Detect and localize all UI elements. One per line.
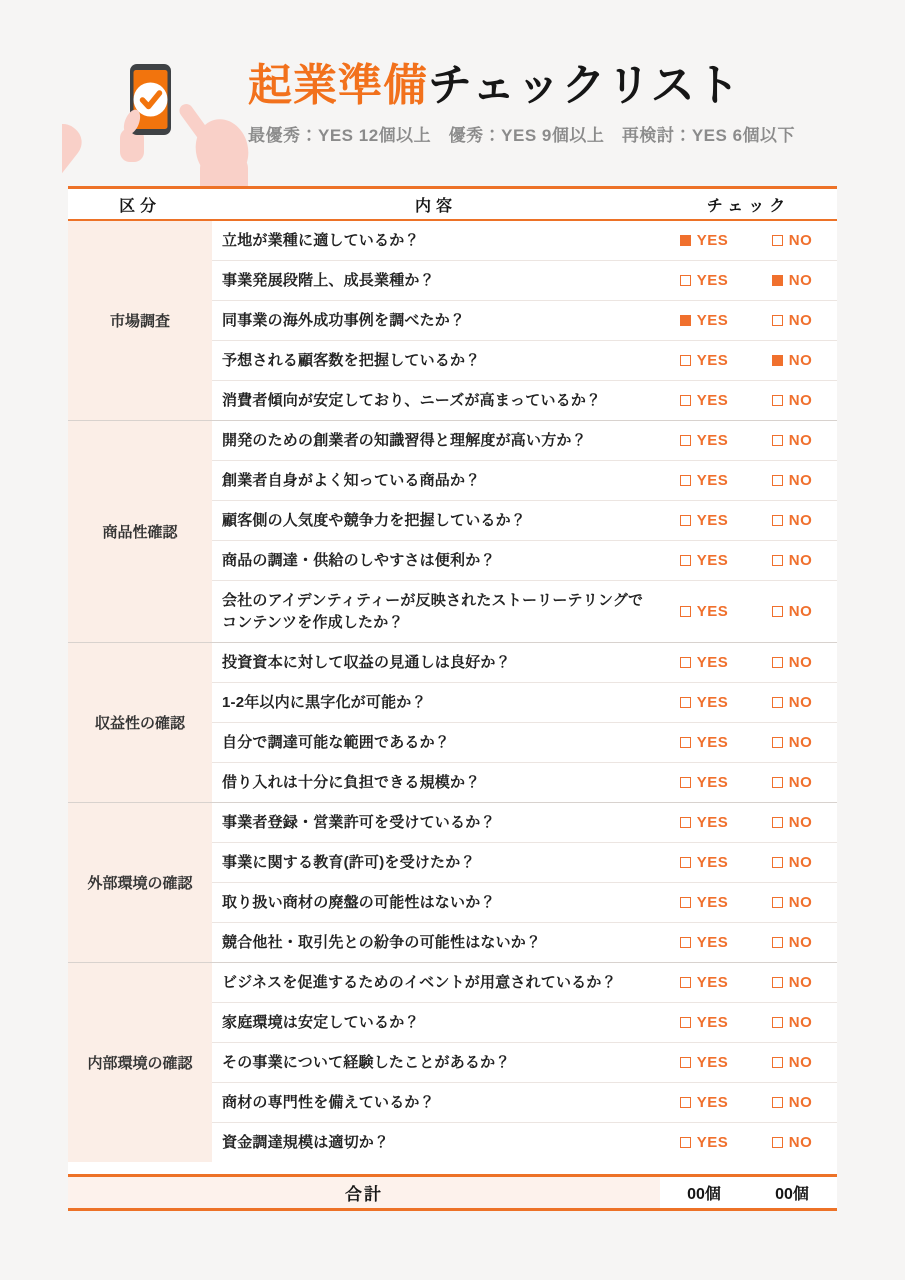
check-cell: [660, 312, 837, 329]
total-yes-count: 00個: [687, 1186, 721, 1203]
no-checkbox[interactable]: [772, 435, 783, 446]
table-row: [212, 260, 837, 300]
yes-label: YES: [696, 654, 729, 671]
check-cell: [660, 1094, 837, 1111]
table-row: [212, 540, 837, 580]
table-row: [212, 922, 837, 962]
no-label: NO: [788, 272, 813, 289]
yes-label: YES: [696, 734, 729, 751]
yes-option[interactable]: [660, 272, 748, 289]
no-checkbox[interactable]: [772, 235, 783, 246]
page-title-rest: チェックリスト: [428, 61, 741, 110]
category-group: [68, 962, 837, 1162]
no-option[interactable]: [748, 552, 836, 569]
yes-checkbox[interactable]: [680, 697, 691, 708]
table-row: [212, 380, 837, 420]
question-text: 事業に関する教育(許可)を受けたか？: [222, 853, 476, 871]
question-text: 取り扱い商材の廃盤の可能性はないか？: [222, 893, 496, 911]
question-text: 顧客側の人気度や競争力を把握しているか？: [222, 511, 527, 529]
no-checkbox[interactable]: [772, 1017, 783, 1028]
no-label: NO: [788, 654, 813, 671]
no-label: NO: [788, 894, 813, 911]
yes-option[interactable]: [660, 352, 748, 369]
no-checkbox[interactable]: [772, 737, 783, 748]
no-option[interactable]: [748, 1094, 836, 1111]
question-text: その事業について経験したことがあるか？: [222, 1053, 511, 1071]
yes-checkbox[interactable]: [680, 657, 691, 668]
check-cell: [660, 1134, 837, 1151]
yes-option[interactable]: [660, 734, 748, 751]
no-label: NO: [788, 814, 813, 831]
table-row: [212, 762, 837, 802]
no-checkbox[interactable]: [772, 697, 783, 708]
no-option[interactable]: [748, 272, 836, 289]
yes-checkbox[interactable]: [680, 937, 691, 948]
no-label: NO: [788, 854, 813, 871]
yes-label: YES: [696, 232, 729, 249]
no-option[interactable]: [748, 1014, 836, 1031]
no-checkbox[interactable]: [772, 475, 783, 486]
scoring-legend: 最優秀：YES 12個以上 優秀：YES 9個以上 再検討：YES 6個以下: [248, 125, 796, 145]
question-text: 予想される顧客数を把握しているか？: [222, 351, 481, 369]
yes-option[interactable]: [660, 694, 748, 711]
check-cell: [660, 734, 837, 751]
yes-label: YES: [696, 512, 729, 529]
table-row: [212, 421, 837, 460]
no-label: NO: [788, 694, 813, 711]
check-cell: [660, 232, 837, 249]
no-option[interactable]: [748, 312, 836, 329]
check-cell: [660, 694, 837, 711]
question-text: 事業発展段階上、成長業種か？: [222, 271, 435, 289]
yes-label: YES: [696, 1054, 729, 1071]
yes-label: YES: [696, 392, 729, 409]
question-text: 同事業の海外成功事例を調べたか？: [222, 311, 466, 329]
no-checkbox-checked[interactable]: [772, 275, 783, 286]
yes-label: YES: [696, 603, 729, 620]
no-option[interactable]: [748, 854, 836, 871]
group-rows: [212, 421, 837, 642]
category-label: 市場調査: [68, 221, 212, 420]
check-cell: [660, 814, 837, 831]
question-text: 投資資本に対して収益の見通しは良好か？: [222, 653, 511, 671]
total-row: [68, 1174, 837, 1211]
no-label: NO: [788, 934, 813, 951]
yes-option[interactable]: [660, 934, 748, 951]
no-label: NO: [788, 552, 813, 569]
no-option[interactable]: [748, 603, 836, 620]
yes-checkbox[interactable]: [680, 355, 691, 366]
header: [248, 60, 795, 146]
check-cell: [660, 774, 837, 791]
yes-checkbox[interactable]: [680, 275, 691, 286]
yes-option[interactable]: [660, 432, 748, 449]
table-row: [212, 842, 837, 882]
table-row: [212, 500, 837, 540]
check-cell: [660, 552, 837, 569]
no-checkbox[interactable]: [772, 777, 783, 788]
yes-option[interactable]: [660, 392, 748, 409]
yes-checkbox[interactable]: [680, 606, 691, 617]
no-label: NO: [788, 512, 813, 529]
table-row: [212, 580, 837, 642]
no-checkbox[interactable]: [772, 657, 783, 668]
question-text: 会社のアイデンティティーが反映されたストーリーテリングでコンテンツを作成したか？: [222, 591, 644, 631]
question-text: ビジネスを促進するためのイベントが用意されているか？: [222, 973, 617, 991]
category-label: 外部環境の確認: [68, 803, 212, 962]
group-rows: [212, 221, 837, 420]
table-row: [212, 882, 837, 922]
no-option[interactable]: [748, 352, 836, 369]
question-text: 創業者自身がよく知っている商品か？: [222, 471, 481, 489]
check-cell: [660, 352, 837, 369]
table-body: [68, 221, 837, 1162]
no-option[interactable]: [748, 472, 836, 489]
yes-checkbox[interactable]: [680, 1017, 691, 1028]
yes-label: YES: [696, 312, 729, 329]
yes-checkbox[interactable]: [680, 977, 691, 988]
check-cell: [660, 512, 837, 529]
group-rows: [212, 963, 837, 1162]
yes-label: YES: [696, 894, 729, 911]
yes-option[interactable]: [660, 854, 748, 871]
yes-option[interactable]: [660, 814, 748, 831]
table-row: [212, 340, 837, 380]
check-cell: [660, 272, 837, 289]
yes-label: YES: [696, 974, 729, 991]
page-title-highlight: 起業準備: [248, 61, 428, 110]
check-cell: [660, 432, 837, 449]
no-label: NO: [788, 1134, 813, 1151]
yes-label: YES: [696, 774, 729, 791]
yes-option[interactable]: [660, 552, 748, 569]
total-label: 合計: [345, 1185, 383, 1204]
yes-label: YES: [696, 1094, 729, 1111]
yes-checkbox[interactable]: [680, 475, 691, 486]
no-option[interactable]: [748, 974, 836, 991]
yes-option[interactable]: [660, 654, 748, 671]
no-label: NO: [788, 232, 813, 249]
question-text: 自分で調達可能な範囲であるか？: [222, 733, 451, 751]
no-checkbox[interactable]: [772, 817, 783, 828]
yes-label: YES: [696, 552, 729, 569]
no-checkbox[interactable]: [772, 897, 783, 908]
category-label: 内部環境の確認: [68, 963, 212, 1162]
no-label: NO: [788, 432, 813, 449]
no-checkbox[interactable]: [772, 937, 783, 948]
yes-label: YES: [696, 1014, 729, 1031]
no-option[interactable]: [748, 694, 836, 711]
no-option[interactable]: [748, 1134, 836, 1151]
check-cell: [660, 934, 837, 951]
group-rows: [212, 643, 837, 802]
no-checkbox[interactable]: [772, 315, 783, 326]
yes-label: YES: [696, 472, 729, 489]
no-checkbox[interactable]: [772, 977, 783, 988]
check-cell: [660, 654, 837, 671]
no-option[interactable]: [748, 934, 836, 951]
column-header-content: 内容: [414, 197, 457, 215]
yes-label: YES: [696, 814, 729, 831]
question-text: 消費者傾向が安定しており、ニーズが高まっているか？: [222, 391, 602, 409]
table-row: [212, 1082, 837, 1122]
yes-option[interactable]: [660, 974, 748, 991]
table-row: [212, 643, 837, 682]
question-text: 商材の専門性を備えているか？: [222, 1093, 435, 1111]
table-row: [212, 460, 837, 500]
table-row: [212, 963, 837, 1002]
no-option[interactable]: [748, 512, 836, 529]
yes-option[interactable]: [660, 232, 748, 249]
yes-checkbox[interactable]: [680, 817, 691, 828]
table-header-row: [68, 189, 837, 221]
table-row: [212, 221, 837, 260]
yes-option[interactable]: [660, 1134, 748, 1151]
question-text: 1-2年以内に黒字化が可能か？: [222, 693, 427, 711]
yes-checkbox[interactable]: [680, 515, 691, 526]
yes-checkbox-checked[interactable]: [680, 315, 691, 326]
total-counts: [660, 1177, 837, 1208]
yes-label: YES: [696, 352, 729, 369]
yes-checkbox[interactable]: [680, 777, 691, 788]
no-checkbox[interactable]: [772, 606, 783, 617]
no-label: NO: [788, 774, 813, 791]
question-text: 家庭環境は安定しているか？: [222, 1013, 420, 1031]
no-label: NO: [788, 603, 813, 620]
check-cell: [660, 894, 837, 911]
no-checkbox[interactable]: [772, 395, 783, 406]
yes-label: YES: [696, 694, 729, 711]
yes-checkbox[interactable]: [680, 897, 691, 908]
no-checkbox[interactable]: [772, 555, 783, 566]
table-row: [212, 1002, 837, 1042]
check-cell: [660, 472, 837, 489]
no-checkbox[interactable]: [772, 1137, 783, 1148]
no-option[interactable]: [748, 432, 836, 449]
no-label: NO: [788, 392, 813, 409]
check-cell: [660, 1054, 837, 1071]
table-row: [212, 300, 837, 340]
yes-checkbox[interactable]: [680, 395, 691, 406]
yes-label: YES: [696, 1134, 729, 1151]
category-group: [68, 802, 837, 962]
no-checkbox[interactable]: [772, 857, 783, 868]
page-title: [248, 60, 795, 113]
column-header-category: 区分: [118, 197, 161, 215]
total-no-count: 00個: [775, 1186, 809, 1203]
no-label: NO: [788, 472, 813, 489]
table-row: [212, 1122, 837, 1162]
question-text: 立地が業種に適しているか？: [222, 231, 420, 249]
question-text: 資金調達規模は適切か？: [222, 1133, 390, 1151]
yes-checkbox[interactable]: [680, 857, 691, 868]
no-option[interactable]: [748, 392, 836, 409]
category-label: 収益性の確認: [68, 643, 212, 802]
no-label: NO: [788, 1014, 813, 1031]
yes-option[interactable]: [660, 774, 748, 791]
phone-checkmark-illustration: [62, 52, 254, 186]
no-checkbox-checked[interactable]: [772, 355, 783, 366]
yes-checkbox[interactable]: [680, 1057, 691, 1068]
yes-option[interactable]: [660, 1054, 748, 1071]
yes-checkbox[interactable]: [680, 1137, 691, 1148]
category-group: [68, 642, 837, 802]
table-row: [212, 682, 837, 722]
no-label: NO: [788, 974, 813, 991]
no-option[interactable]: [748, 894, 836, 911]
no-label: NO: [788, 1054, 813, 1071]
yes-checkbox[interactable]: [680, 435, 691, 446]
yes-label: YES: [696, 934, 729, 951]
yes-checkbox[interactable]: [680, 1097, 691, 1108]
question-text: 事業者登録・営業許可を受けているか？: [222, 813, 496, 831]
table-row: [212, 1042, 837, 1082]
yes-label: YES: [696, 432, 729, 449]
check-cell: [660, 1014, 837, 1031]
category-group: [68, 420, 837, 642]
yes-option[interactable]: [660, 1094, 748, 1111]
question-text: 借り入れは十分に負担できる規模か？: [222, 773, 481, 791]
table-row: [212, 803, 837, 842]
no-option[interactable]: [748, 654, 836, 671]
yes-option[interactable]: [660, 1014, 748, 1031]
no-label: NO: [788, 312, 813, 329]
no-option[interactable]: [748, 734, 836, 751]
checklist-table: [68, 186, 837, 1174]
pointing-hand-icon: [177, 101, 254, 186]
no-checkbox[interactable]: [772, 1097, 783, 1108]
yes-checkbox[interactable]: [680, 555, 691, 566]
yes-option[interactable]: [660, 603, 748, 620]
no-checkbox[interactable]: [772, 515, 783, 526]
check-cell: [660, 603, 837, 620]
no-checkbox[interactable]: [772, 1057, 783, 1068]
question-text: 開発のための創業者の知識習得と理解度が高い方か？: [222, 431, 587, 449]
no-option[interactable]: [748, 814, 836, 831]
question-text: 競合他社・取引先との紛争の可能性はないか？: [222, 933, 542, 951]
group-rows: [212, 803, 837, 962]
yes-option[interactable]: [660, 512, 748, 529]
check-cell: [660, 392, 837, 409]
question-text: 商品の調達・供給のしやすさは便利か？: [222, 551, 496, 569]
table-row: [212, 722, 837, 762]
yes-option[interactable]: [660, 312, 748, 329]
no-option[interactable]: [748, 774, 836, 791]
yes-checkbox-checked[interactable]: [680, 235, 691, 246]
yes-label: YES: [696, 272, 729, 289]
no-label: NO: [788, 352, 813, 369]
yes-option[interactable]: [660, 894, 748, 911]
no-label: NO: [788, 1094, 813, 1111]
no-option[interactable]: [748, 1054, 836, 1071]
column-header-check: チェック: [706, 197, 791, 215]
yes-label: YES: [696, 854, 729, 871]
category-label: 商品性確認: [68, 421, 212, 642]
yes-option[interactable]: [660, 472, 748, 489]
category-group: [68, 221, 837, 420]
yes-checkbox[interactable]: [680, 737, 691, 748]
no-label: NO: [788, 734, 813, 751]
check-cell: [660, 854, 837, 871]
no-option[interactable]: [748, 232, 836, 249]
check-cell: [660, 974, 837, 991]
